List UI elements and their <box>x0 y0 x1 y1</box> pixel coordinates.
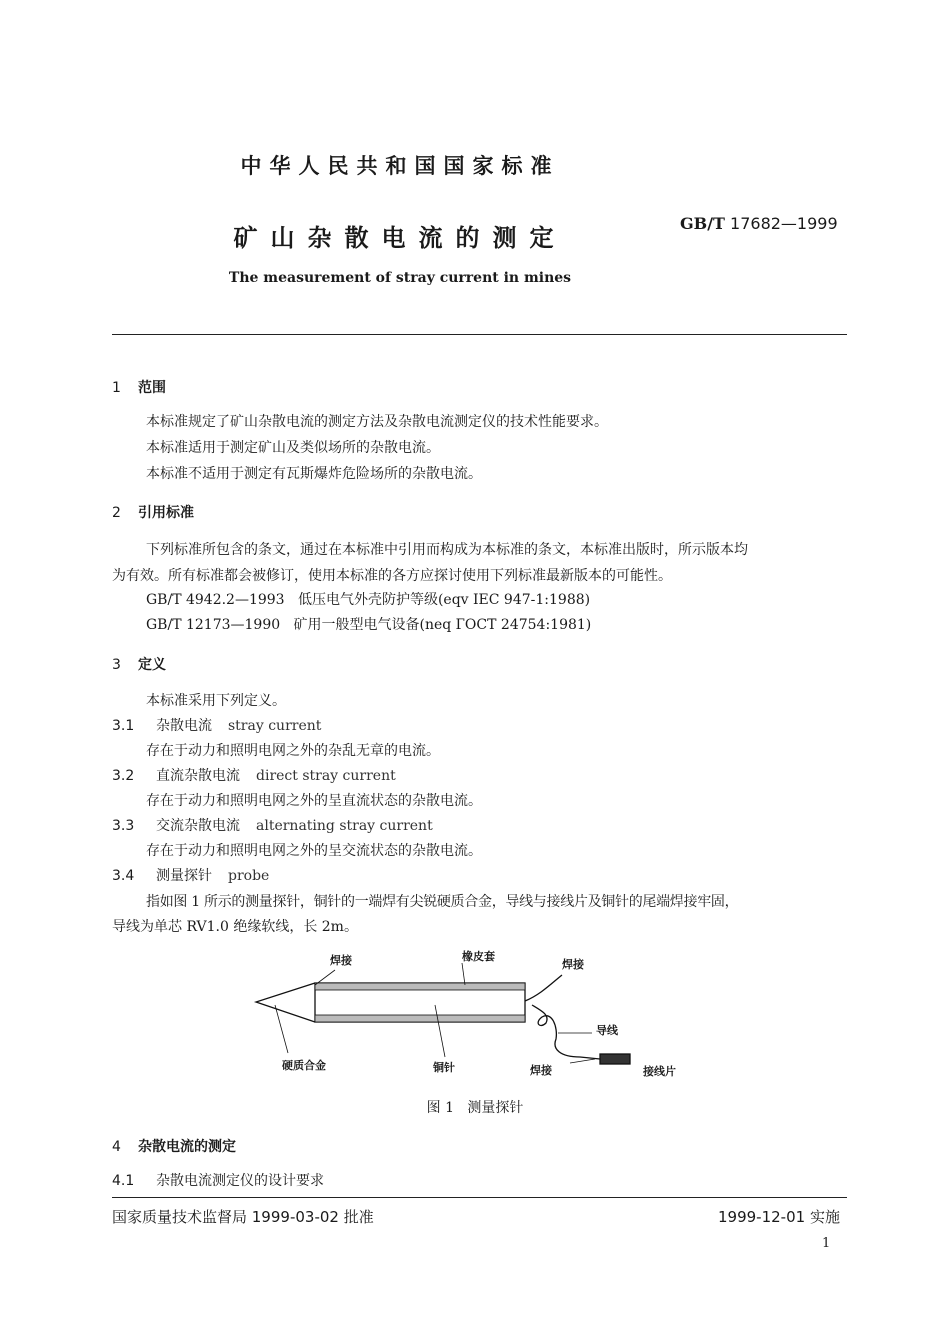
section-title: 杂散电流的测定 <box>138 1139 236 1155</box>
section-2-heading <box>112 502 194 522</box>
definition-number: 3.4 <box>112 868 135 884</box>
reference-standard: GB/T 4942.2—1993 低压电气外壳防护等级(eqv IEC 947-1:1988) <box>146 592 591 608</box>
header-rule <box>112 334 847 335</box>
leader-line <box>462 963 465 985</box>
paragraph: 本标准规定了矿山杂散电流的测定方法及杂散电流测定仪的技术性能要求。 <box>146 414 608 430</box>
figure-label-rubber-sleeve: 橡皮套 <box>462 950 495 963</box>
page-number: 1 <box>822 1236 831 1251</box>
lead-wire <box>525 975 600 1059</box>
section-number: 3 <box>112 657 121 673</box>
document-title-en: The measurement of stray current in mines <box>228 270 572 286</box>
term-cn: 交流杂散电流 <box>156 818 240 834</box>
definition-term <box>112 813 433 839</box>
definition-description: 指如图 1 所示的测量探针，铜针的一端焊有尖锐硬质合金，导线与接线片及铜针的尾端焊接牢固， <box>146 894 739 910</box>
figure-label-hard-alloy: 硬质合金 <box>282 1059 326 1072</box>
subsection-number: 4.1 <box>112 1173 135 1189</box>
paragraph: 本标准适用于测定矿山及类似场所的杂散电流。 <box>146 440 440 456</box>
terminal-lug <box>600 1054 630 1064</box>
section-number: 4 <box>112 1139 121 1155</box>
definition-term <box>112 763 396 789</box>
definition-number: 3.2 <box>112 768 135 784</box>
term-en: direct stray current <box>256 768 396 784</box>
definition-description: 存在于动力和照明电网之外的呈直流状态的杂散电流。 <box>146 793 482 809</box>
definition-term <box>112 713 321 739</box>
standard-number <box>680 214 838 233</box>
paragraph: 本标准不适用于测定有瓦斯爆炸危险场所的杂散电流。 <box>146 466 482 482</box>
leader-line <box>570 1059 595 1063</box>
effective-date: 1999-12-01 实施 <box>718 1208 840 1226</box>
rubber-sleeve-bottom <box>315 1015 525 1022</box>
definition-description: 存在于动力和照明电网之外的杂乱无章的电流。 <box>146 743 440 759</box>
section-4-heading <box>112 1136 236 1156</box>
term-cn: 直流杂散电流 <box>156 768 240 784</box>
rubber-sleeve-top <box>315 983 525 990</box>
figure-label-weld: 焊接 <box>562 958 584 971</box>
section-title: 范围 <box>138 380 166 396</box>
document-title-cn: 矿山杂散电流的测定 <box>233 224 567 252</box>
footer-rule <box>112 1197 847 1198</box>
figure-label-weld: 焊接 <box>530 1064 552 1077</box>
section-title: 引用标准 <box>138 505 194 521</box>
term-en: stray current <box>228 718 322 734</box>
section-3-heading <box>112 654 166 674</box>
section-1-heading <box>112 377 166 397</box>
section-number: 2 <box>112 505 121 521</box>
term-cn: 测量探针 <box>156 868 212 884</box>
hard-alloy-tip <box>256 983 315 1022</box>
standard-code: 17682—1999 <box>730 214 838 233</box>
definition-term <box>112 863 269 889</box>
term-cn: 杂散电流 <box>156 718 212 734</box>
probe-drawing <box>256 963 630 1064</box>
figure-label-terminal-lug: 接线片 <box>643 1065 676 1078</box>
figure-label-copper-needle: 铜针 <box>433 1061 455 1074</box>
paragraph-line: 下列标准所包含的条文，通过在本标准中引用而构成为本标准的条文，本标准出版时，所示版本均 <box>146 542 748 558</box>
definition-description: 存在于动力和照明电网之外的呈交流状态的杂散电流。 <box>146 843 482 859</box>
definition-number: 3.3 <box>112 818 135 834</box>
reference-standard: GB/T 12173—1990 矿用一般型电气设备(neq ГОСТ 24754:1981) <box>146 617 592 633</box>
section-number: 1 <box>112 380 121 396</box>
term-en: alternating stray current <box>256 818 433 834</box>
approval-note: 国家质量技术监督局 1999-03-02 批准 <box>112 1208 374 1226</box>
definition-number: 3.1 <box>112 718 135 734</box>
definition-description: 导线为单芯 RV1.0 绝缘软线，长 2m。 <box>112 919 358 935</box>
subsection-heading <box>112 1168 324 1194</box>
paragraph-line: 为有效。所有标准都会被修订，使用本标准的各方应探讨使用下列标准最新版本的可能性。 <box>112 568 672 584</box>
national-standard-heading: 中华人民共和国国家标准 <box>240 154 560 178</box>
figure-label-wire: 导线 <box>596 1024 618 1037</box>
term-en: probe <box>228 868 270 884</box>
section-title: 定义 <box>138 657 166 673</box>
standard-prefix: GB/T <box>680 214 725 233</box>
figure-label-weld: 焊接 <box>330 954 352 967</box>
paragraph: 本标准采用下列定义。 <box>146 693 286 709</box>
figure-caption: 图 1 测量探针 <box>426 1100 524 1116</box>
subsection-title: 杂散电流测定仪的设计要求 <box>156 1173 324 1189</box>
